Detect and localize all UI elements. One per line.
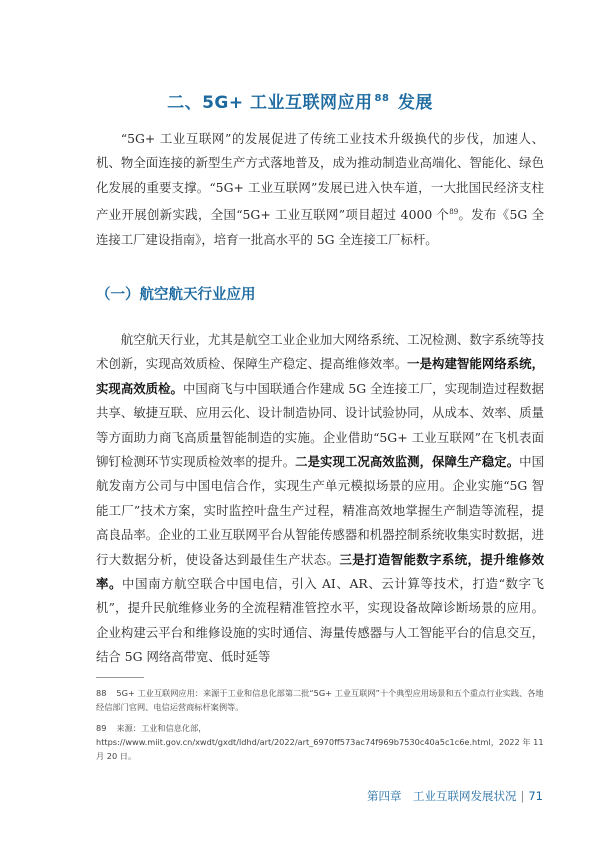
- footnote-text: 5G+ 工业互联网应用：来源于工业和信息化部第二批“5G+ 工业互联网”十个典型应用场景和五个重点行业实践、各地经信部门官网、电信运营商标杆案例等。: [96, 688, 544, 712]
- subsection-heading: （一）航空航天行业应用: [96, 287, 256, 303]
- intro-text-a: “5G+ 工业互联网”的发展促进了传统工业技术升级换代的步伐，加速人、机、物全面连接的新型生产方式落地普及，成为推动制造业高端化、智能化、绿色化发展的重要支撑。“5G+ 工业互联网”发展已进入快车道，一大批国民经济支柱产业开展创新实践，全国“5G+ 工业互联网”项目超过 4000 个: [96, 131, 544, 223]
- section-title: [0, 88, 600, 113]
- footnote-text[interactable]: 来源：工业和信息化部，https://www.miit.gov.cn/xwdt/gxdt/ldhd/art/2022/art_6970ff573ac74f969b7530c40a5c1c6e.html，2022 年 11 月 20 日。: [96, 723, 544, 761]
- body-sentence-4: 中国南方航空联合中国电信，引入 AI、AR、云计算等技术，打造“数字飞机”，提升民航维修业务的全流程精准管控水平，实现设备故障诊断场景的应用。企业构建云平台和维修设施的实时通信、海量传感器与人工智能平台的信息交互，结合 5G 网络高带宽、低时延等: [96, 576, 544, 665]
- section-title-text: 二、5G+ 工业互联网应用: [167, 93, 373, 113]
- body-sentence-3: 中国航发南方公司与中国电信合作，实现生产单元模拟场景的应用。企业实施“5G 智能工厂”技术方案，实时监控叶盘生产过程，精准高效地掌握生产制造等流程，提高良品率。企业的工业互联网平台从智能传感器和机器控制系统收集实时数据，进行大数据分析，使设备达到最佳生产状态。: [96, 454, 545, 567]
- highlight-point-3: 三是打造智能数字系统，提升维修效率。: [96, 551, 545, 592]
- page-footer: [367, 788, 543, 804]
- page-number: 71: [528, 789, 543, 803]
- section-title-suffix: 发展: [391, 93, 433, 113]
- footnote-88: [96, 686, 544, 714]
- footnote-89: [96, 721, 544, 763]
- footnote-number: 89: [96, 723, 107, 733]
- footnote-number: 88: [96, 688, 107, 698]
- footer-separator: |: [520, 789, 525, 803]
- footnote-ref-89[interactable]: 89: [449, 208, 459, 217]
- highlight-point-1: 一是构建智能网络系统，实现高效质检。: [96, 356, 545, 396]
- intro-paragraph: [96, 127, 544, 252]
- body-sentence-1: 航空航天行业，尤其是航空工业企业加大网络系统、工况检测、数字系统等技术创新，实现高效质检、保障生产稳定、提高维修效率。: [96, 332, 544, 372]
- highlight-point-2: 二是实现工况高效监测，保障生产稳定。: [295, 454, 520, 470]
- body-sentence-2: 中国商飞与中国联通合作建成 5G 全连接工厂，实现制造过程数据共享、敏捷互联、应用云化、设计制造协同、设计试验协同，从成本、效率、质量等方面助力商飞高质量智能制造的实施。企业借助“5G+ 工业互联网”在飞机表面铆钉检测环节实现质检效率的提升。: [96, 380, 544, 470]
- footnote-ref-88[interactable]: 88: [374, 93, 390, 104]
- footnote-divider: [96, 677, 144, 678]
- chapter-title: 第四章 工业互联网发展状况: [366, 789, 517, 803]
- aerospace-paragraph: [96, 328, 544, 670]
- intro-text-b: 。发布《5G 全连接工厂建设指南》，培育一批高水平的 5G 全连接工厂标杆。: [96, 207, 544, 247]
